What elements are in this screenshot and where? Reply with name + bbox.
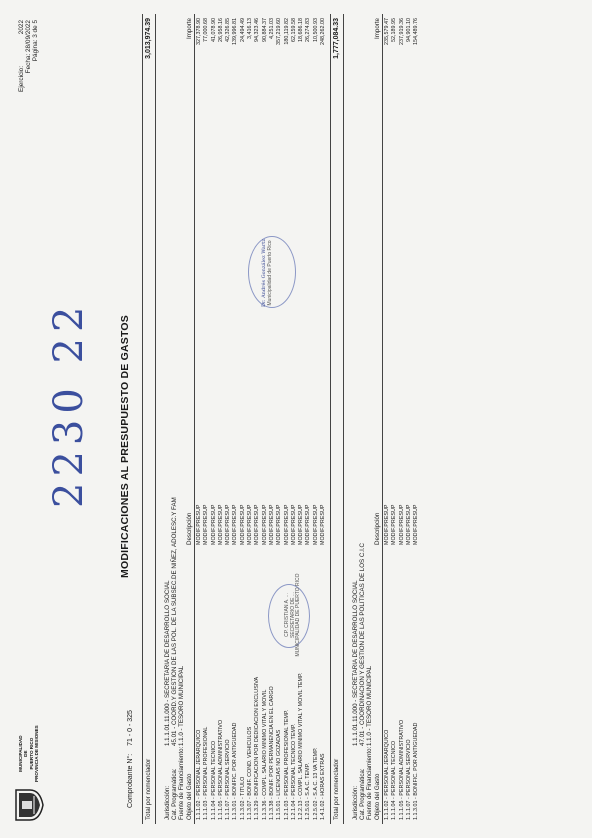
importe-cell: 26,274.83 [305, 18, 312, 42]
descripcion-cell: MODIF.PRESUP [254, 504, 261, 545]
table-row [203, 14, 210, 824]
block1-jurisdiccion: Jurisdicción:1.1.1.01.11.000 - SECRETARIA DE DESARROLLO SOCIAL [164, 580, 171, 820]
table-row [211, 14, 218, 824]
descripcion-cell: MODIF.PRESUP [276, 504, 283, 545]
importe-cell: 139,996.81 [232, 18, 239, 45]
divider [194, 14, 195, 824]
importe-cell: 18,686.18 [298, 18, 305, 42]
rotated-document-sheet: MUNICIPALIDAD DE PUERTO RICO PROVINCIA DE MISIONES MODIFICACIONES AL PRESUPUESTO DE GASTOS Ejercicio: 2022 Fecha: 28/09/2022 Página: 3 de 5 2230 22 Comprobante N°: 71 - 0 - 325 Total por nomenclador 3,013,974.39 Jurisdicción:1.1.1.01.11.000 - SECRETARIA DE DESARROLLO SOCIAL Cat. Programática:45.01 - COORD.Y GESTION DE LAS POL. DE LA SUBSEC.DE NIÑEZ, ADOLESC.Y FAM Fuente de Financiamiento:1.1.0 - TESORO MUNICIPAL Objeto del Gasto Descripción Importe 1.1.1.02 - PERSONAL JERARQUICO MODIF.PRESUP 327,378.90 1.1.1.03 - PERSONAL PROFESIONAL MODIF.PRESUP 77,000.68 1.1.1.04 - PERSONAL TECNICO MODIF.PRESUP 41,078.90 1.1.1.05 - PERSONAL ADMINISTRATIVO MODIF.PRESUP 26,958.16 1.1.1.07 - PERSONAL SERVICIO MODIF.PRESUP 42,326.85 1.1.3.01 - BONIFIC. POR ANTIGUEDAD MODIF.PRESUP 139,996.81 1.1.3.02 - TITULO MODIF.PRESUP 24,494.49 1.1.3.07 - BONIF. COND. VEHICULOS MODIF.PRESUP 3,416.13 1.1.3.29 - BONIFICACION POR DEDICACION EXCLUSIVA MODIF.PRESUP 94,323.46 1.1.3.36 - COMPL. SALARIO MINIMO VITAL Y MOVIL MODIF.PRESUP 90,884.37 1.1.3.38 - BONIF. POR PERMANENCIA EN EL CARGO MODIF.PRESUP 4,251.03 1.1.5.01 - LICENCIAS NO GOZADAS MODIF.PRESUP 357,219.60 1.2.1.03 - PERSONAL PROFESIONAL TEMP. MODIF.PRESUP 180,119.82 1.2.1.04 - PERSONAL TECNICO TEMP. MODIF.PRESUP 62,159.58 1.2.2.13 - COMPL. SALARIO MINIMO VITAL Y MOVIL TEMP. MODIF.PRESUP 18,686.18 1.2.5.01 - S.A.C. TEMP. MODIF.PRESUP 26,274.83 1.2.5.02 - S.A.C. 13 VA TEMP. MODIF.PRESUP 10,500.93 1.4.1.02 - HORAS EXTRAS MODIF.PRESUP 248,262.00 Total por nomenclador 1,777,084.33 Jurisdicción:1.1.1.01.11.000 - SECRETARIA DE DESARROLLO SOCIAL Cat. Programática:47.01 - COORDINACION Y GESTION DE LAS POLITICAS DE LOS C.I.C Fuente de Financiamiento:1.1.0 - TESORO MUNICIPAL Objeto del Gasto Descripción Importe 1.1.1.02 - PERSONAL JERARQUICO MODIF.PRESUP 235,579.47 1.1.1.04 - PERSONAL TECNICO MODIF.PRESUP 52,189.95 1.1.1.05 - PERSONAL ADMINISTRATIVO MODIF.PRESUP 237,919.36 1.1.1.07 - PERSONAL SERVICIO MODIF.PRESUP 94,901.10 1.1.3.01 - BONIFIC. POR ANTIGUEDAD MODIF.PRESUP 154,489.76 CP. CRISTIAN A. ... SECRETARIO DE ... MUNICIPALIDAD DE PUERTO RICO Dr. Andrés González Wartz Municipalidad de Puerto Rico [0, 0, 592, 838]
importe-cell: 24,494.49 [239, 18, 246, 42]
descripcion-cell: MODIF.PRESUP [298, 504, 305, 545]
importe-cell: 41,078.90 [210, 18, 217, 42]
objeto-del-gasto-cell: 1.2.5.01 - S.A.C. TEMP. [305, 762, 312, 820]
handwritten-reference-number: 2230 22 [46, 300, 92, 508]
descripcion-cell: MODIF.PRESUP [305, 504, 312, 545]
divider [382, 14, 383, 824]
ejercicio: Ejercicio: 2022 [18, 20, 25, 92]
descripcion-cell: MODIF.PRESUP [268, 504, 275, 545]
importe-cell: 4,251.03 [268, 18, 275, 39]
descripcion-cell: MODIF.PRESUP [210, 504, 217, 545]
municipal-coat-of-arms-icon [14, 786, 44, 824]
importe-cell: 42,326.85 [225, 18, 232, 42]
document-title: MODIFICACIONES AL PRESUPUESTO DE GASTOS [119, 315, 131, 578]
objeto-del-gasto-cell: 1.1.1.03 - PERSONAL PROFESIONAL [203, 726, 210, 820]
fecha: Fecha: 28/09/2022 [25, 20, 32, 74]
descripcion-cell: MODIF.PRESUP [398, 504, 405, 545]
block2-column-headers: Objeto del Gasto Descripción Importe [374, 18, 381, 820]
block1-column-headers: Objeto del Gasto Descripción Importe [186, 18, 193, 820]
block2-jurisdiccion: Jurisdicción:1.1.1.01.11.000 - SECRETARIA DE DESARROLLO SOCIAL [352, 580, 359, 820]
importe-cell: 94,323.46 [254, 18, 261, 42]
table-row [320, 14, 327, 824]
objeto-del-gasto-cell: 1.1.3.38 - BONIF. POR PERMANENCIA EN EL CARGO [268, 686, 275, 820]
importe-cell: 52,189.95 [391, 18, 398, 42]
objeto-del-gasto-cell: 1.4.1.02 - HORAS EXTRAS [320, 753, 327, 820]
table-row [232, 14, 239, 824]
right-signature: Dr. Andrés González Wartz Municipalidad de Puerto Rico [261, 239, 273, 307]
objeto-del-gasto-cell: 1.2.2.13 - COMPL. SALARIO MINIMO VITAL Y MOVIL TEMP. [298, 672, 305, 820]
importe-cell: 235,579.47 [384, 18, 390, 45]
table-row [276, 14, 283, 824]
descripcion-cell: MODIF.PRESUP [239, 504, 246, 545]
left-signature: CP. CRISTIAN A. ... SECRETARIO DE ... MUNICIPALIDAD DE PUERTO RICO [284, 573, 302, 657]
descripcion-cell: MODIF.PRESUP [312, 504, 319, 545]
block2-fuente: Fuente de Financiamiento:1.1.0 - TESORO MUNICIPAL [366, 665, 373, 820]
table-row [247, 14, 254, 824]
objeto-del-gasto-cell: 1.1.5.01 - LICENCIAS NO GOZADAS [276, 729, 283, 820]
block2-table-body [384, 14, 420, 824]
table-row [284, 14, 291, 824]
objeto-del-gasto-cell: 1.1.1.04 - PERSONAL TECNICO [391, 740, 398, 820]
objeto-del-gasto-cell: 1.1.1.07 - PERSONAL SERVICIO [225, 739, 232, 820]
comprobante: Comprobante N°: 71 - 0 - 325 [127, 710, 134, 808]
importe-cell: 327,378.90 [196, 18, 202, 45]
table-row [262, 14, 269, 824]
descripcion-cell: MODIF.PRESUP [320, 504, 327, 545]
table-row [406, 14, 413, 824]
table-row [254, 14, 261, 824]
table-row [313, 14, 320, 824]
table-row [384, 14, 391, 824]
pagina: Página: 3 de 5 [32, 20, 39, 62]
objeto-del-gasto-cell: 1.1.1.05 - PERSONAL ADMINISTRATIVO [217, 719, 224, 820]
importe-cell: 90,884.37 [261, 18, 268, 42]
municipality-name: MUNICIPALIDAD DE PUERTO RICO PROVINCIA DE MISIONES [18, 725, 40, 782]
descripcion-cell: MODIF.PRESUP [283, 504, 290, 545]
block1-table-body [196, 14, 327, 824]
importe-cell: 237,919.36 [398, 18, 405, 45]
table-row [413, 14, 420, 824]
divider [155, 14, 156, 824]
descripcion-cell: MODIF.PRESUP [247, 504, 254, 545]
importe-cell: 26,958.16 [217, 18, 224, 42]
table-row [399, 14, 406, 824]
divider [343, 14, 344, 824]
importe-cell: 62,159.58 [290, 18, 297, 42]
objeto-del-gasto-cell: 1.2.5.02 - S.A.C. 13 VA TEMP. [312, 747, 319, 820]
table-row [218, 14, 225, 824]
objeto-del-gasto-cell: 1.1.1.07 - PERSONAL SERVICIO [405, 739, 412, 820]
importe-cell: 77,000.68 [203, 18, 210, 42]
importe-cell: 94,901.10 [405, 18, 412, 42]
importe-cell: 248,262.00 [320, 18, 327, 45]
objeto-del-gasto-cell: 1.1.1.04 - PERSONAL TECNICO [210, 740, 217, 820]
descripcion-cell: MODIF.PRESUP [225, 504, 232, 545]
descripcion-cell: MODIF.PRESUP [290, 504, 297, 545]
importe-cell: 154,489.76 [413, 18, 420, 45]
table-row [305, 14, 312, 824]
objeto-del-gasto-cell: 1.1.3.01 - BONIFIC. POR ANTIGUEDAD [232, 722, 239, 820]
descripcion-cell: MODIF.PRESUP [384, 504, 390, 545]
block1-programatica: Cat. Programática:45.01 - COORD.Y GESTION DE LAS POL. DE LA SUBSEC.DE NIÑEZ, ADOLESC.Y FAM [171, 497, 178, 820]
importe-cell: 180,119.82 [283, 18, 290, 45]
objeto-del-gasto-cell: 1.1.1.05 - PERSONAL ADMINISTRATIVO [398, 719, 405, 820]
objeto-del-gasto-cell: 1.1.3.01 - BONIFIC. POR ANTIGUEDAD [413, 722, 420, 820]
divider [330, 14, 331, 824]
descripcion-cell: MODIF.PRESUP [217, 504, 224, 545]
descripcion-cell: MODIF.PRESUP [203, 504, 210, 545]
descripcion-cell: MODIF.PRESUP [232, 504, 239, 545]
objeto-del-gasto-cell: 1.1.3.29 - BONIFICACION POR DEDICACION EXCLUSIVA [254, 676, 261, 820]
table-row [240, 14, 247, 824]
table-row [196, 14, 203, 824]
objeto-del-gasto-cell: 1.2.1.03 - PERSONAL PROFESIONAL TEMP. [283, 709, 290, 820]
objeto-del-gasto-cell: 1.2.1.04 - PERSONAL TECNICO TEMP. [290, 723, 297, 820]
descripcion-cell: MODIF.PRESUP [405, 504, 412, 545]
importe-cell: 357,219.60 [276, 18, 283, 45]
descripcion-cell: MODIF.PRESUP [413, 504, 420, 545]
block2-programatica: Cat. Programática:47.01 - COORDINACION Y GESTION DE LAS POLITICAS DE LOS C.I.C [359, 543, 366, 820]
objeto-del-gasto-cell: 1.1.3.02 - TITULO [239, 776, 246, 820]
importe-cell: 3,416.13 [247, 18, 254, 39]
objeto-del-gasto-cell: 1.1.1.02 - PERSONAL JERARQUICO [384, 729, 390, 820]
objeto-del-gasto-cell: 1.1.1.02 - PERSONAL JERARQUICO [196, 729, 202, 820]
importe-cell: 10,500.93 [312, 18, 319, 42]
block1-fuente: Fuente de Financiamiento:1.1.0 - TESORO MUNICIPAL [178, 665, 185, 820]
divider [142, 14, 143, 824]
descripcion-cell: MODIF.PRESUP [261, 504, 268, 545]
table-row [225, 14, 232, 824]
descripcion-cell: MODIF.PRESUP [391, 504, 398, 545]
table-row [291, 14, 298, 824]
table-row [269, 14, 276, 824]
table-row [298, 14, 305, 824]
objeto-del-gasto-cell: 1.1.3.36 - COMPL. SALARIO MINIMO VITAL Y MOVIL [261, 689, 268, 820]
objeto-del-gasto-cell: 1.1.3.07 - BONIF. COND. VEHICULOS [247, 726, 254, 820]
table-row [391, 14, 398, 824]
descripcion-cell: MODIF.PRESUP [196, 504, 202, 545]
